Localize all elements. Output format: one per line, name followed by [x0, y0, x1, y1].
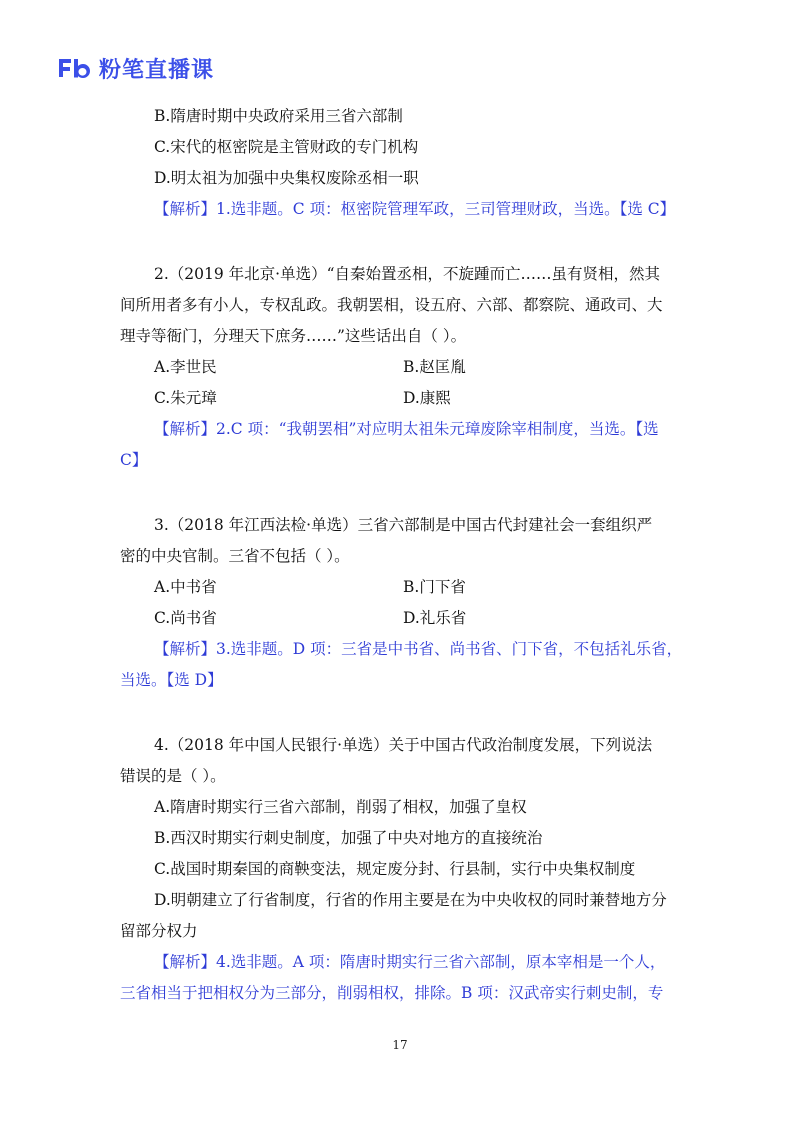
q4-stem-line-1: 4.（2018 年中国人民银行·单选）关于中国古代政治制度发展，下列说法	[154, 736, 653, 754]
q2-stem-line-3: 理寺等衙门，分理天下庶务……”这些话出自（ ）。	[120, 327, 467, 345]
fb-logo-icon	[57, 56, 93, 80]
page-number: 17	[392, 1038, 408, 1052]
brand-logo	[57, 50, 214, 86]
q1-option-b: B.隋唐时期中央政府采用三省六部制	[154, 107, 403, 125]
q1-option-c: C.宋代的枢密院是主管财政的专门机构	[154, 138, 419, 156]
q2-stem-line-2: 间所用者多有小人，专权乱政。我朝罢相，设五府、六部、都察院、通政司、大	[120, 296, 663, 314]
q4-stem-line-2: 错误的是（ ）。	[120, 767, 226, 785]
q1-analysis: 【解析】1.选非题。C 项：枢密院管理军政，三司管理财政，当选。【选 C】	[154, 200, 676, 218]
q2-analysis-line-1: 【解析】2.C 项：“我朝罢相”对应明太祖朱元璋废除宰相制度，当选。【选	[154, 420, 659, 438]
q3-stem-line-2: 密的中央官制。三省不包括（ ）。	[120, 547, 350, 565]
q1-option-d: D.明太祖为加强中央集权废除丞相一职	[154, 169, 419, 187]
q4-option-d-line-2: 留部分权力	[120, 922, 198, 940]
q3-option-c: C.尚书省	[154, 609, 217, 627]
q3-analysis-line-2: 当选。【选 D】	[120, 671, 223, 689]
q3-option-b: B.门下省	[403, 578, 466, 596]
q4-option-b: B.西汉时期实行刺史制度，加强了中央对地方的直接统治	[154, 829, 543, 847]
q3-stem-line-1: 3.（2018 年江西法检·单选）三省六部制是中国古代封建社会一套组织严	[154, 516, 653, 534]
q4-option-a: A.隋唐时期实行三省六部制，削弱了相权，加强了皇权	[154, 798, 527, 816]
q2-option-c: C.朱元璋	[154, 389, 217, 407]
q2-analysis-line-2: C】	[120, 451, 148, 469]
q4-option-d-line-1: D.明朝建立了行省制度，行省的作用主要是在为中央收权的同时兼替地方分	[154, 891, 667, 909]
q2-option-d: D.康熙	[403, 389, 451, 407]
q4-analysis-line-2: 三省相当于把相权分为三部分，削弱相权，排除。B 项：汉武帝实行刺史制，专	[120, 984, 664, 1002]
q3-analysis-line-1: 【解析】3.选非题。D 项：三省是中书省、尚书省、门下省，不包括礼乐省，	[154, 640, 683, 658]
q3-option-d: D.礼乐省	[403, 609, 467, 627]
q4-analysis-line-1: 【解析】4.选非题。A 项：隋唐时期实行三省六部制，原本宰相是一个人，	[154, 953, 666, 971]
q4-option-c: C.战国时期秦国的商鞅变法，规定废分封、行县制，实行中央集权制度	[154, 860, 636, 878]
q2-option-b: B.赵匡胤	[403, 358, 466, 376]
q3-option-a: A.中书省	[154, 578, 217, 596]
q2-stem-line-1: 2.（2019 年北京·单选）“自秦始置丞相，不旋踵而亡……虽有贤相，然其	[154, 265, 661, 283]
brand-name: 粉笔直播课	[99, 57, 215, 83]
q2-option-a: A.李世民	[154, 358, 217, 376]
